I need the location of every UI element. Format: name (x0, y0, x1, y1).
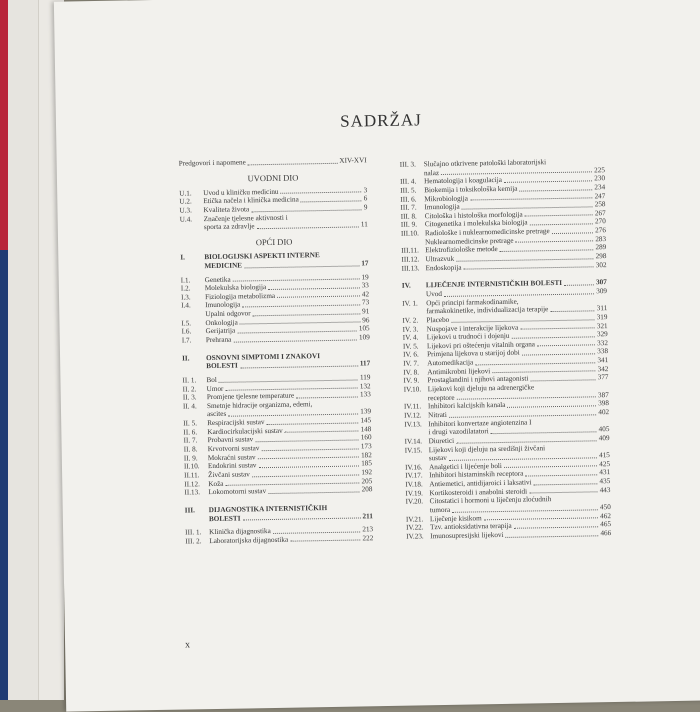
toc-entry-page: 258 (595, 200, 606, 209)
toc-entry-text: Citogenetika i molekulska biologija (425, 219, 528, 229)
toc-entry-number: III. 1. (185, 528, 209, 537)
toc-entry-page: 329 (597, 330, 608, 339)
toc-entry-text: Endoskopija (425, 263, 461, 272)
toc-entry-number: IV. (402, 282, 426, 291)
toc-entry-text-cont: receptore (428, 393, 455, 402)
section-list (185, 525, 373, 546)
toc-entry-number: III. 3. (400, 160, 424, 169)
toc-entry-number: U.1. (179, 189, 203, 198)
toc-entry-number: II. 4. (183, 402, 207, 411)
toc-entry-page: 6 (364, 195, 368, 204)
toc-entry-number: IV.21. (406, 515, 430, 524)
toc-entry-number: IV. 2. (402, 316, 426, 325)
toc-entry-page: 17 (361, 259, 368, 268)
toc-entry-number: II.10. (184, 462, 208, 471)
toc-entry-text: Molekulska biologija (205, 283, 266, 293)
toc-entry-text: Prostaglandini i njihovi antagonisti (427, 375, 528, 385)
toc-entry-text: Značenje tjelesne aktivnosti i (204, 213, 288, 223)
toc-entry-text: Prehrana (206, 336, 232, 345)
section-list (181, 273, 370, 345)
toc-entry (180, 250, 368, 271)
toc-entry-text: Imunologija (205, 301, 240, 310)
toc-entry-page: 377 (598, 373, 609, 382)
toc-entry (180, 212, 368, 233)
toc-entry-page: 398 (598, 399, 609, 408)
toc-entry-page: 443 (600, 486, 611, 495)
toc-entry-number: III. 7. (400, 203, 424, 212)
toc-entry-number: II.11. (184, 471, 208, 480)
toc-entry-number: I. (180, 253, 204, 262)
toc-entry-number: IV. 3. (403, 325, 427, 334)
toc-entry-page: 338 (597, 348, 608, 357)
toc-entry-number: II. 6. (183, 428, 207, 437)
toc-entry-number: III.13. (401, 264, 425, 273)
toc-entry-number: II. (182, 354, 206, 363)
toc-entry-text-cont: sporta za zdravlje (204, 223, 255, 233)
toc-entry-page: 302 (596, 261, 607, 270)
toc-entry-number: III. 5. (400, 186, 424, 195)
toc-entry-number: IV.13. (404, 420, 428, 429)
toc-entry-page: 307 (596, 278, 607, 287)
toc-entry-page: 435 (599, 477, 610, 486)
toc-entry-number: II. 8. (184, 445, 208, 454)
toc-entry-number: I.6. (182, 327, 206, 336)
toc-entry-page: XIV-XVI (339, 156, 366, 165)
toc-entry-number: III. (185, 506, 209, 515)
toc-entry-page: 309 (596, 287, 607, 296)
toc-entry-text: Onkologija (205, 318, 237, 327)
toc-entry-number: IV. 4. (403, 333, 427, 342)
toc-entry-text: Predgovori i napomene (179, 158, 246, 168)
toc-entry-page: 91 (362, 307, 369, 316)
underlying-page-edge (8, 0, 38, 700)
toc-entry-text: Antimikrobni lijekovi (427, 367, 490, 377)
toc-entry-number: U.4. (180, 215, 204, 224)
toc-entry-page: 96 (362, 316, 369, 325)
book-page (54, 0, 700, 712)
toc-entry-text: Inhibitori histaminskih receptora (429, 470, 523, 480)
toc-entry-text: Mokraćni sustav (208, 453, 256, 462)
toc-entry-page: 185 (361, 460, 372, 469)
toc-entry-page: 409 (599, 434, 610, 443)
section-heading (182, 351, 370, 372)
toc-entry-page: 462 (600, 512, 611, 521)
toc-entry-text: Genetika (205, 275, 231, 284)
toc-entry-number: III.12. (401, 255, 425, 264)
toc-entry-text: Klinička dijagnostika (209, 527, 271, 537)
toc-entry-text: Lijekovi pri oštećenju vitalnih organa (427, 340, 535, 351)
toc-entry-page: 208 (362, 485, 373, 494)
toc-entry-page: 387 (598, 391, 609, 400)
toc-entry-page: 289 (595, 244, 606, 253)
toc-entry-text-cont: i drugi vazodilatatori (428, 427, 488, 437)
toc-entry-number: IV. 8. (403, 368, 427, 377)
toc-right-column (400, 157, 612, 541)
toc-entry-text: Živčani sustav (208, 470, 250, 479)
toc-entry-number: III. 6. (400, 195, 424, 204)
toc-entry-number: IV.19. (405, 489, 429, 498)
cover-edge-red (0, 0, 8, 250)
toc-entry-text: Probavni sustav (207, 436, 253, 445)
toc-entry-page: 415 (599, 451, 610, 460)
toc-entry-number: I.7. (182, 336, 206, 345)
toc-entry-text: Inhibitori konvertaze angiotenzina I (428, 418, 531, 428)
toc-entry-page: 431 (599, 469, 610, 478)
toc-entry-text: Analgetici i lijećenje boli (429, 462, 502, 472)
toc-entry-page: 298 (596, 252, 607, 261)
uvodni-list (179, 186, 368, 232)
toc-entry-text: Diuretici (429, 437, 455, 446)
toc-entry-text: Lijekovi u trudnoći i dojenju (427, 332, 510, 342)
toc-entry-number: I.2. (181, 284, 205, 293)
toc-entry-page: 9 (364, 203, 368, 212)
toc-entry-text: BIOLOGIJSKI ASPEKTI INTERNE (204, 251, 320, 262)
toc-entry-number: III. 8. (401, 212, 425, 221)
toc-entry-number: I.1. (181, 276, 205, 285)
toc-entry-text: Bol (206, 376, 217, 385)
toc-entry-page: 173 (361, 442, 372, 451)
toc-entry-number: IV. 9. (403, 377, 427, 386)
page-title: SADRŽAJ (56, 105, 700, 136)
toc-entry-number: III. 4. (400, 178, 424, 187)
toc-entry-page: 283 (595, 235, 606, 244)
toc-entry-page: 33 (362, 281, 369, 290)
toc-entry-text: Biokemija i toksikološka kemija (424, 185, 517, 195)
toc-entry-number: I.4. (181, 302, 205, 311)
toc-entry-text: Kardiocirkulacijski sustav (207, 427, 282, 437)
toc-entry-page: 105 (359, 325, 370, 334)
toc-entry-text: Promjene tjelesne temperature (207, 392, 295, 402)
toc-entry-page: 342 (597, 365, 608, 374)
toc-entry-text: Opći principi farmakodinamike, (426, 297, 519, 307)
toc-entry-text: Placebo (426, 316, 449, 325)
toc-entry-page: 222 (362, 534, 373, 543)
section-list (182, 373, 372, 497)
toc-entry-number: I.5. (181, 319, 205, 328)
toc-entry-number: III.11. (401, 247, 425, 256)
toc-entry (179, 156, 367, 168)
toc-entry-text: Nuspojave i interakcije lijekova (427, 323, 519, 333)
toc-entry-page: 11 (361, 221, 368, 230)
toc-entry-number: II. 7. (183, 437, 207, 446)
toc-entry-text-cont: sustav (429, 454, 447, 463)
toc-entry-number: IV.18. (405, 480, 429, 489)
toc-entry-text: LIJEČENJE INTERNISTIČKIH BOLESTI (426, 279, 562, 290)
toc-entry-text: Imunosupresijski lijekovi (430, 531, 503, 541)
toc-entry-text: Smetnje hidracije organizma, edemi, (207, 400, 313, 410)
toc-entry-text: OSNOVNI SIMPTOMI I ZNAKOVI (206, 352, 320, 363)
toc-entry-number: U.2. (179, 198, 203, 207)
page-folio: x (185, 639, 190, 650)
toc-entry-text: Liječenje kisikom (430, 514, 482, 524)
toc-entry-page: 132 (360, 382, 371, 391)
toc-entry-text: Lokomotorni sustav (208, 487, 266, 497)
section-title-opci: OPĆI DIO (180, 235, 368, 248)
toc-entry-page: 73 (362, 299, 369, 308)
toc-entry-page: 450 (600, 503, 611, 512)
toc-entry-text: Gerijatrija (206, 327, 236, 336)
toc-entry-page: 160 (361, 434, 372, 443)
toc-entry-page: 247 (594, 192, 605, 201)
toc-entry-number: IV.11. (404, 403, 428, 412)
toc-entry-text-cont: nalaz (424, 169, 439, 178)
toc-entry-number: III. 9. (401, 221, 425, 230)
toc-entry-text: Lijekovi koji djeluju na središnji živčani (429, 444, 546, 455)
toc-entry-text: Uvod (426, 290, 442, 299)
toc-entry-text: Umor (207, 384, 224, 393)
toc-entry-number: IV.17. (405, 472, 429, 481)
toc-entry-page: 3 (364, 186, 368, 195)
toc-entry-text-cont: ascites (207, 410, 226, 419)
toc-entry-number: IV. 7. (403, 359, 427, 368)
toc-entry-page: 117 (360, 360, 371, 369)
toc-entry-page: 19 (361, 273, 368, 282)
toc-entry-page: 311 (597, 304, 608, 313)
toc-entry-page: 425 (599, 460, 610, 469)
toc-entry-page: 341 (597, 356, 608, 365)
toc-entry-text: DIJAGNOSTIKA INTERNISTIČKIH (209, 504, 328, 515)
toc-entry-text-cont: BOLESTI (206, 362, 238, 371)
cover-edge-blue (0, 250, 8, 700)
toc-entry-page: 270 (595, 218, 606, 227)
toc-entry-page: 211 (362, 512, 373, 521)
toc-entry-text-cont: farmakokinetike, individualizacija terapije (426, 305, 548, 316)
toc-entry-page: 213 (362, 525, 373, 534)
toc-entry-page: 276 (595, 226, 606, 235)
toc-entry (185, 534, 373, 546)
toc-entry-number: IV.12. (404, 411, 428, 420)
toc-entry-page: 109 (359, 333, 370, 342)
toc-entry-number: IV.16. (405, 463, 429, 472)
toc-entry-page: 321 (597, 322, 608, 331)
toc-entry-page: 139 (360, 408, 371, 417)
toc-entry-page: 332 (597, 339, 608, 348)
toc-entry-number: II. 2. (183, 385, 207, 394)
toc-entry-text: Nuklearnomedicinske pretrage (425, 237, 514, 247)
toc-entry-number: IV. 1. (402, 299, 426, 308)
toc-entry-text: Uvod u kliničku medicinu (203, 188, 278, 198)
toc-entry-text: Radiološke i nuklearnomedicinske pretrage (425, 227, 550, 238)
toc-entry-text: Lijekovi koji djeluju na adrenergičke (428, 383, 535, 393)
toc-entry-number: IV.14. (405, 437, 429, 446)
toc-entry-page: 148 (361, 425, 372, 434)
toc-entry-text: Antiemetici, antidijaroici i laksativi (429, 479, 531, 489)
toc-entry-page: 234 (594, 183, 605, 192)
toc-entry-text: Primjena lijekova u starijoj dobi (427, 349, 520, 359)
toc-entry-page: 192 (361, 468, 372, 477)
toc-entry-text: Laboratorijska dijagnostika (209, 536, 288, 546)
toc-entry-number: II.13. (184, 488, 208, 497)
toc-entry-page: 319 (597, 313, 608, 322)
toc-entry-text-cont: tumora (430, 506, 451, 515)
section-list (400, 157, 607, 273)
toc-entry-page: 119 (360, 373, 371, 382)
toc-entry-text: Automedikacija (427, 359, 473, 368)
toc-entry-text: Fiziologija metabolizma (205, 292, 275, 302)
toc-entry-page: 230 (594, 174, 605, 183)
toc-entry-page: 145 (360, 416, 371, 425)
toc-entry-number: IV.20. (406, 498, 430, 507)
toc-entry-page: 405 (599, 425, 610, 434)
toc-entry-text: Kortikosteroidi i anabolni steroidi (429, 487, 527, 497)
toc-entry-text: Nitrati (428, 411, 447, 420)
toc-entry-number: III.10. (401, 229, 425, 238)
toc-entry-page: 205 (361, 477, 372, 486)
toc-left-column (179, 156, 374, 546)
toc-entry-text: Citološka i histološka morfologija (425, 210, 523, 220)
toc-entry-number: IV.15. (405, 446, 429, 455)
toc-entry-text: Citostatici i hormoni u liječenju zloćudnih (430, 495, 552, 506)
toc-entry-text: Elektrofiziološke metode (425, 245, 498, 255)
toc-entry-number: II. 5. (183, 419, 207, 428)
section-heading (180, 250, 368, 271)
toc-entry-text: Upalni odgovor (205, 309, 250, 318)
toc-entry-text: Koža (208, 479, 223, 488)
toc-entry-page: 133 (360, 390, 371, 399)
toc-entry-text: Krvotvorni sustav (208, 444, 260, 454)
toc-entry-number: IV.10. (404, 385, 428, 394)
section-title-uvodni: UVODNI DIO (179, 171, 367, 184)
toc-entry-number: U.3. (179, 206, 203, 215)
section-list (402, 287, 611, 541)
toc-entry-text: Endokrini sustav (208, 462, 257, 471)
toc-entry-text: Hematologija i koagulacija (424, 176, 502, 186)
toc-entry-number: IV.23. (406, 532, 430, 541)
toc-entry-number: II. 9. (184, 454, 208, 463)
toc-entry-number: I.3. (181, 293, 205, 302)
toc-entry (185, 503, 373, 524)
toc-entry-text-cont: BOLESTI (209, 514, 241, 523)
toc-entry-text: Slučajno otkrivene patološki laboratorijski (424, 158, 547, 169)
toc-entry-text: Tzv. antioksidativna terapija (430, 522, 512, 532)
toc-entry-page: 182 (361, 451, 372, 460)
toc-entry-number: II. 3. (183, 393, 207, 402)
toc-entry-number: II. 1. (182, 376, 206, 385)
toc-entry-text: Ultrazvuk (425, 255, 454, 264)
toc-entry-number: II.12. (184, 480, 208, 489)
toc-entry-page: 402 (598, 408, 609, 417)
toc-entry-page: 267 (595, 209, 606, 218)
toc-entry-text: Mikrobiologija (424, 194, 468, 203)
toc-entry-page: 225 (594, 166, 605, 175)
toc-entry-text: Inhibitori kalcijskih kanala (428, 401, 506, 411)
toc-entry-text: Imunologija (424, 203, 459, 212)
toc-entry-text: Etička načela i klinička medicina (203, 196, 299, 206)
toc-entry-number: IV. 5. (403, 342, 427, 351)
toc-entry-page: 466 (600, 529, 611, 538)
toc-entry-text: Kvaliteta života (203, 205, 249, 214)
toc-entry-text-cont: MEDICINE (204, 261, 242, 270)
toc-entry-number: IV. 6. (403, 351, 427, 360)
toc-entry-text: Respiracijski sustav (207, 418, 264, 428)
section-heading (185, 503, 373, 524)
toc-entry (182, 351, 370, 372)
toc-entry-number: III. 2. (185, 537, 209, 546)
toc-entry-page: 465 (600, 520, 611, 529)
toc-entry-page: 42 (362, 290, 369, 299)
toc-entry-number: IV.22. (406, 524, 430, 533)
